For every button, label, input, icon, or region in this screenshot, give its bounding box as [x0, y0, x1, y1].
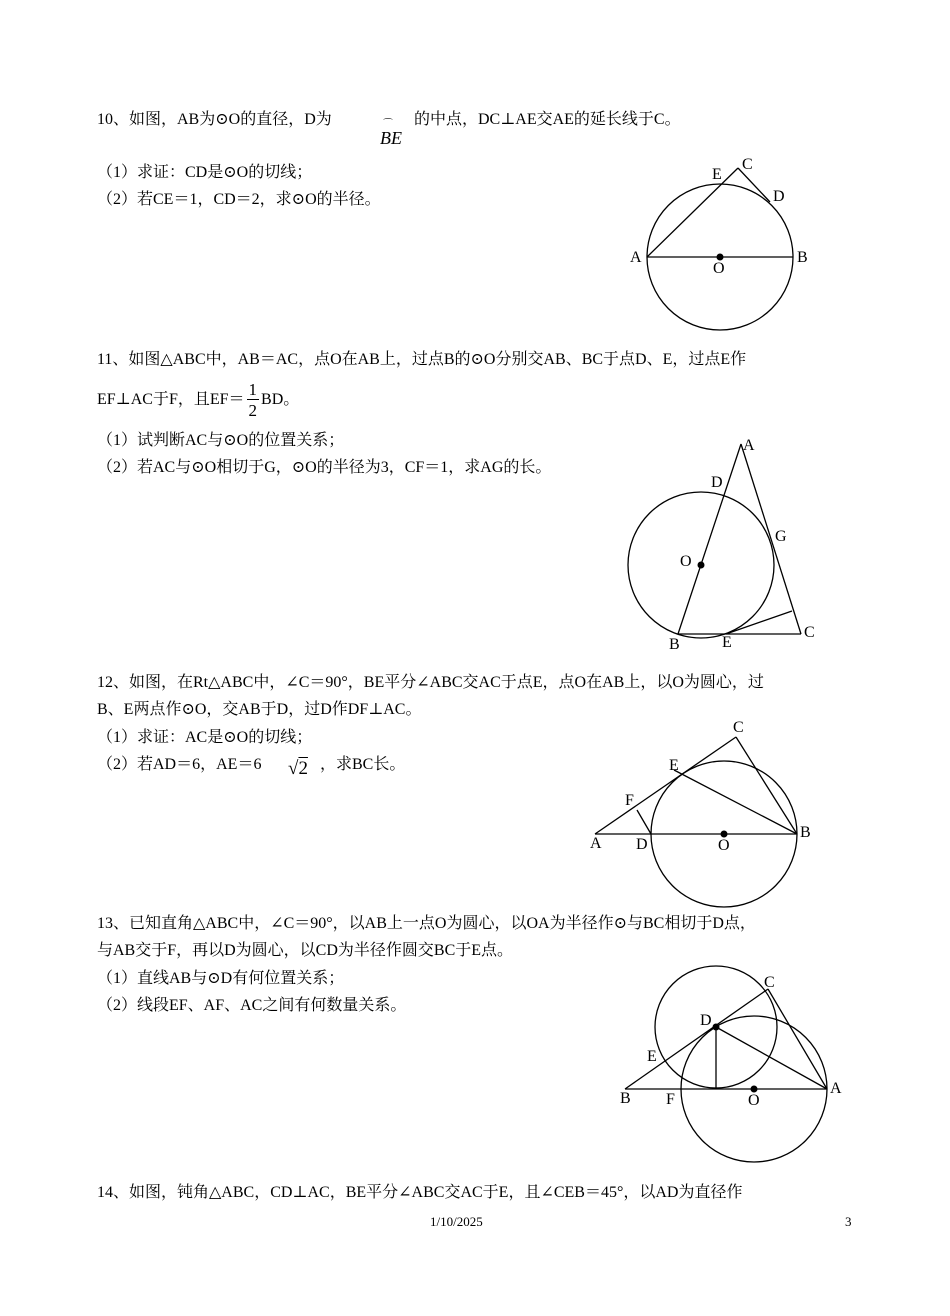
label-b: B	[620, 1090, 631, 1107]
problem-10-line-1	[97, 110, 332, 130]
fraction-denominator: 2	[248, 401, 258, 421]
footer-date: 1/10/2025	[430, 1214, 483, 1229]
label-f: F	[666, 1091, 675, 1108]
label-d: D	[773, 188, 785, 205]
problem-11-q1: （1）试判断AC与⊙O的位置关系；	[97, 432, 345, 449]
label-a: A	[743, 437, 755, 454]
sqrt-radicand: 2	[298, 758, 308, 779]
problem-12-line-2: B、E两点作⊙O，交AB于D，过D作DF⊥AC。	[97, 701, 422, 718]
label-g: G	[775, 528, 787, 545]
label-d: D	[636, 836, 648, 853]
problem-10-q1: （1）求证：CD是⊙O的切线；	[97, 164, 313, 181]
arc-mark: ⌒	[383, 119, 393, 130]
segment-be	[674, 770, 797, 834]
label-o: O	[718, 837, 730, 854]
problem-11-text-a: EF⊥AC于F，且EF＝	[97, 391, 245, 408]
segment-ac	[647, 168, 738, 257]
label-o: O	[748, 1092, 760, 1109]
segment-da	[716, 1027, 827, 1089]
figure-11	[620, 430, 830, 660]
label-o: O	[713, 260, 725, 277]
problem-12-q2-text-a: （2）若AD＝6，AE＝6	[97, 756, 262, 773]
label-f: F	[625, 792, 634, 809]
fraction-half	[247, 381, 260, 419]
side-ca	[768, 989, 827, 1089]
segment-ef	[726, 611, 792, 634]
arc-label: BE	[380, 128, 402, 148]
problem-13-q1: （1）直线AB与⊙D有何位置关系；	[97, 970, 345, 987]
side-ac	[741, 444, 801, 634]
sqrt-two: √2	[288, 758, 308, 779]
segment-df	[637, 810, 651, 834]
problem-10-q2: （2）若CE＝1，CD＝2，求⊙O的半径。	[97, 191, 381, 208]
label-d: D	[700, 1012, 712, 1029]
problem-10-line-1b	[414, 110, 681, 130]
problem-13-q2: （2）线段EF、AF、AC之间有何数量关系。	[97, 997, 407, 1014]
footer-page-number: 3	[845, 1214, 852, 1229]
label-d: D	[711, 474, 723, 491]
problem-14-line-1: 14、如图，钝角△ABC，CD⊥AC，BE平分∠ABC交AC于E，且∠CEB＝45°，以AD为直径作	[97, 1184, 743, 1201]
problem-11-q2: （2）若AC与⊙O相切于G，⊙O的半径为3，CF＝1，求AG的长。	[97, 459, 552, 476]
point-d-dot	[713, 1024, 720, 1031]
segment-cd	[738, 168, 770, 202]
problem-10-text-a: 10、如图，AB为⊙O的直径，D为	[97, 111, 332, 128]
problem-12-line-1: 12、如图，在Rt△ABC中，∠C＝90°，BE平分∠ABC交AC于点E，点O在AB上，以O为圆心，过	[97, 674, 764, 691]
label-e: E	[647, 1048, 657, 1065]
problem-12-q1: （1）求证：AC是⊙O的切线；	[97, 729, 313, 746]
label-b: B	[800, 824, 811, 841]
figure-13	[615, 960, 850, 1170]
label-c: C	[733, 719, 744, 736]
problem-13-line-2: 与AB交于F，再以D为圆心，以CD为半径作圆交BC于E点。	[97, 942, 514, 959]
label-e: E	[669, 757, 679, 774]
label-e: E	[712, 166, 722, 183]
label-e: E	[722, 634, 732, 651]
side-ac	[595, 737, 736, 834]
problem-11-line-2	[97, 378, 299, 422]
side-bc	[625, 989, 768, 1089]
label-o: O	[680, 553, 692, 570]
problem-10-text-b: 的中点，DC⊥AE交AE的延长线于C。	[414, 111, 681, 128]
side-bc	[736, 737, 797, 834]
arc-be-notation	[380, 115, 410, 149]
label-b: B	[669, 636, 680, 653]
fraction-numerator: 1	[248, 380, 258, 400]
side-ab	[678, 444, 741, 634]
problem-11-text-b: BD。	[261, 391, 300, 408]
label-a: A	[830, 1080, 842, 1097]
label-a: A	[630, 249, 642, 266]
center-dot	[698, 562, 705, 569]
label-b: B	[797, 249, 808, 266]
problem-11-line-1: 11、如图△ABC中，AB＝AC，点O在AB上，过点B的⊙O分别交AB、BC于点D、E，过点E作	[97, 351, 747, 368]
label-c: C	[742, 156, 753, 173]
label-a: A	[590, 835, 602, 852]
label-c: C	[764, 974, 775, 991]
problem-12-q2-tail: ，求BC长。	[320, 756, 406, 773]
label-c: C	[804, 624, 815, 641]
figure-12	[585, 715, 820, 915]
problem-13-line-1: 13、已知直角△ABC中，∠C＝90°，以AB上一点O为圆心，以OA为半径作⊙与BC相切于D点，	[97, 915, 756, 932]
figure-10	[620, 150, 820, 335]
problem-12-q2	[97, 755, 261, 775]
